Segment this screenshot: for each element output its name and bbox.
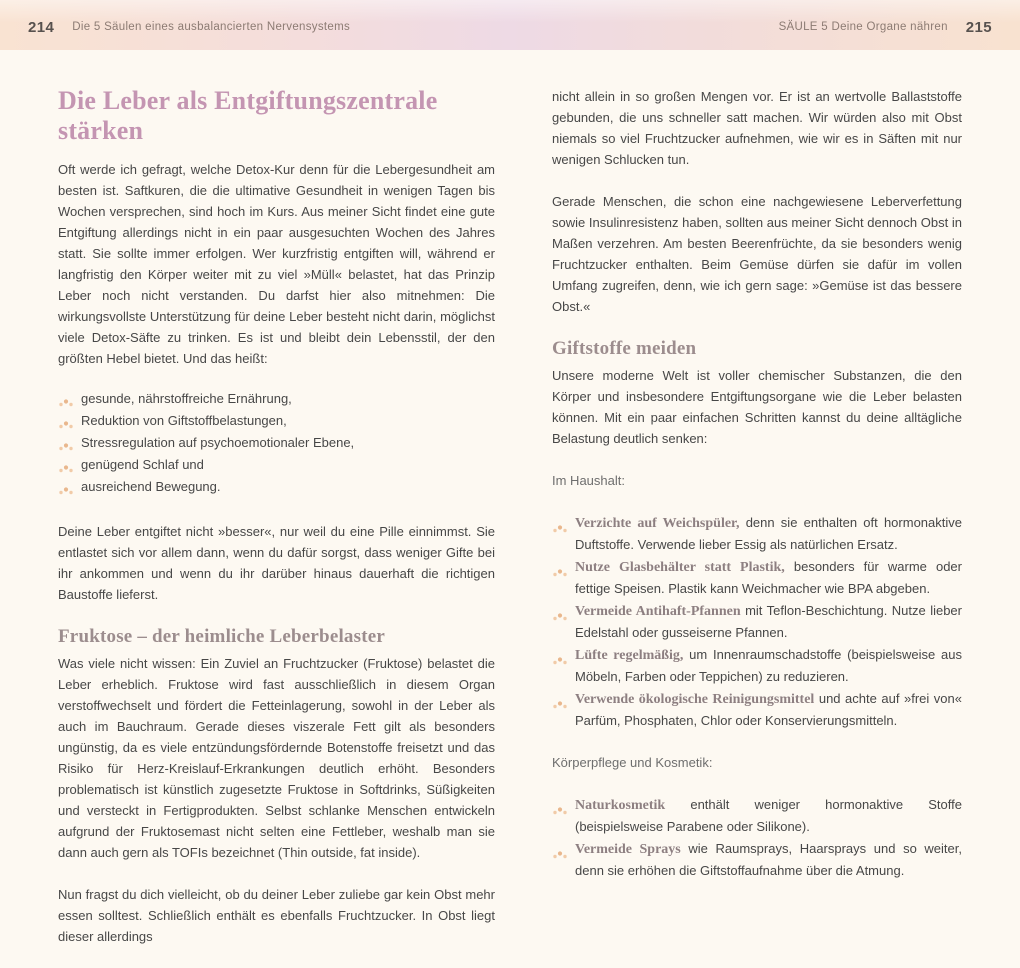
left-last-paragraph: Nun fragst du dich vielleicht, ob du deiner Leber zuliebe gar kein Obst mehr essen solltest. Schließlich enthält es ebenfalls Fruchtzucker. In Obst liegt dieser allerdings bbox=[58, 887, 495, 944]
list-item-text bbox=[575, 512, 962, 555]
tri-dot-bullet-icon bbox=[58, 461, 74, 478]
left-page bbox=[58, 86, 495, 968]
page-spread-body bbox=[0, 50, 1020, 968]
list-item-text bbox=[575, 838, 962, 881]
bullet-body-text: um Innenraumschadstoffe (beispielsweise aus Möbeln, Farben oder Teppichen) zu reduzieren. bbox=[575, 647, 962, 684]
toxins-subheading: Giftstoffe meiden bbox=[552, 338, 697, 359]
list-item bbox=[552, 644, 962, 687]
fruit-advice-paragraph: Gerade Menschen, die schon eine nachgewiesene Leberverfettung sowie Insulinresistenz haben, sollten aus meiner Sicht dennoch Obst in Maßen verzehren. Am besten Beerenfrüchte, da sie besonders wenig Fruchtzucker enthalten. Beim Gemüse dürfen sie dafür im vollen Umfang zugreifen, denn, wie ich gern sage: »Gemüse ist das bessere Obst.« bbox=[552, 194, 962, 314]
bullet-lead-text: Vermeide Sprays bbox=[575, 842, 681, 857]
lifestyle-bullet-list bbox=[58, 390, 495, 500]
right-page-number: 215 bbox=[965, 18, 992, 36]
list-item-text: Stressregulation auf psychoemotionaler Ebene, bbox=[81, 435, 355, 450]
list-item bbox=[58, 434, 495, 456]
list-item bbox=[58, 456, 495, 478]
tri-dot-bullet-icon bbox=[58, 417, 74, 434]
left-running-head-group bbox=[28, 19, 350, 36]
list-item bbox=[58, 390, 495, 412]
list-item bbox=[552, 512, 962, 555]
list-item bbox=[552, 600, 962, 643]
left-running-head: Die 5 Säulen eines ausbalancierten Nervensystems bbox=[72, 21, 350, 33]
list-item-text: ausreichend Bewegung. bbox=[81, 479, 221, 494]
bullet-body-text: denn sie enthalten oft hormonaktive Duftstoffe. Verwende lieber Essig als natürlichen Ersatz. bbox=[575, 515, 962, 552]
tri-dot-bullet-icon bbox=[552, 607, 568, 628]
list-item bbox=[58, 412, 495, 434]
tri-dot-bullet-icon bbox=[552, 651, 568, 672]
running-head-band bbox=[0, 0, 1020, 50]
cosmetics-bullet-list bbox=[552, 794, 962, 881]
tri-dot-bullet-icon bbox=[58, 483, 74, 500]
bullet-lead-text: Lüfte regelmäßig, bbox=[575, 648, 684, 663]
cosmetics-label: Körperpflege und Kosmetik: bbox=[552, 755, 713, 770]
tri-dot-bullet-icon bbox=[58, 395, 74, 412]
bullet-body-text: enthält weniger hormonaktive Stoffe (beispielsweise Parabene oder Silikone). bbox=[575, 797, 962, 834]
continuation-paragraph: nicht allein in so großen Mengen vor. Er ist an wertvolle Ballaststoffe gebunden, die uns schneller satt machen. Wir würden also mit Obst niemals so viel Fruchtzucker aufnehmen, wie wir es in Säften mit nur wenigen Schlucken tun. bbox=[552, 89, 962, 167]
list-item-text: gesunde, nährstoffreiche Ernährung, bbox=[81, 391, 292, 406]
toxins-intro-paragraph: Unsere moderne Welt ist voller chemischer Substanzen, die den Körper und insbesondere Entgiftungsorgane wie die Leber belasten können. Mit ein paar einfachen Schritten kannst du deine alltägliche Belastung deutlich senken: bbox=[552, 368, 962, 446]
list-item-text bbox=[575, 794, 962, 837]
bullet-body-text: und achte auf »frei von« Parfüm, Phosphaten, Chlor oder Konservierungsmitteln. bbox=[575, 691, 962, 728]
bullet-body-text: wie Raumsprays, Haarsprays und so weiter, denn sie erhöhen die Giftstoffaufnahme über die Atmung. bbox=[575, 841, 962, 878]
tri-dot-bullet-icon bbox=[552, 519, 568, 540]
list-item-text bbox=[575, 556, 962, 599]
list-item bbox=[552, 556, 962, 599]
fructose-subheading: Fruktose – der heimliche Leberbelaster bbox=[58, 626, 386, 647]
bullet-body-text: besonders für warme oder fettige Speisen. Plastik kann Weichmacher wie BPA abgeben. bbox=[575, 559, 962, 596]
list-item-text bbox=[575, 644, 962, 687]
bullet-lead-text: Vermeide Antihaft-Pfannen bbox=[575, 604, 741, 619]
right-page bbox=[552, 86, 962, 968]
intro-paragraph: Oft werde ich gefragt, welche Detox-Kur denn für die Lebergesundheit am besten ist. Saftkuren, die die ultimative Gesundheit in wenigen Tagen bis Wochen versprechen, sind hoch im Kurs. Aus meiner Sicht findet eine gute Entgiftung allerdings nicht in ein paar ausgesuchten Wochen des Jahres statt. Sie sollte immer erfolgen. Wer kurzfristig entgiften will, während er langfristig den Körper weiter mit zu viel »Müll« belastet, hat das Prinzip Leber noch nicht verstanden. Du darfst hier also mitnehmen: Die wirkungsvollste Unterstützung für deine Leber besteht nicht darin, möglichst viele Detox-Säfte zu trinken. Es ist und bleibt dein Lebensstil, der den größten Hebel bietet. Und das heißt: bbox=[58, 162, 495, 366]
list-item bbox=[552, 688, 962, 731]
list-item bbox=[58, 478, 495, 500]
tri-dot-bullet-icon bbox=[552, 695, 568, 716]
bullet-lead-text: Naturkosmetik bbox=[575, 798, 666, 813]
left-page-number: 214 bbox=[28, 18, 55, 36]
list-item-text bbox=[575, 600, 962, 643]
after-bullets-paragraph: Deine Leber entgiftet nicht »besser«, nur weil du eine Pille einnimmst. Sie entlastet sich vor allem dann, wenn du dafür sorgst, dass weniger Gifte bei ihr ankommen und wenn du ihr darüber hinaus dauerhaft die richtigen Baustoffe lieferst. bbox=[58, 524, 495, 602]
tri-dot-bullet-icon bbox=[552, 845, 568, 866]
list-item-text: Reduktion von Giftstoffbelastungen, bbox=[81, 413, 287, 428]
tri-dot-bullet-icon bbox=[552, 801, 568, 822]
tri-dot-bullet-icon bbox=[58, 439, 74, 456]
section-title: Die Leber als Entgiftungszentrale stärken bbox=[58, 86, 438, 145]
list-item bbox=[552, 794, 962, 837]
list-item-text bbox=[575, 688, 962, 731]
bullet-lead-text: Nutze Glasbehälter statt Plastik, bbox=[575, 560, 785, 575]
fructose-paragraph: Was viele nicht wissen: Ein Zuviel an Fruchtzucker (Fruktose) belastet die Leber erheblich. Fruktose wird fast ausschließlich in diesem Organ verstoffwechselt und fördert die Fetteinlagerung, sowohl in der Leber als auch im Bauchraum. Gerade dieses viszerale Fett gilt als besonders ungünstig, da es viele entzündungsfördernde Botenstoffe freisetzt und das Risiko für Herz-Kreislauf-Erkrankungen deutlich erhöht. Besonders problematisch ist künstlich zugesetzte Fruktose in Softdrinks, Süßigkeiten und versteckt in Fertigprodukten. Selbst schlanke Menschen entwickeln aufgrund der Fruktosemast nicht selten eine Fettleber, weshalb man sie dann auch gern als TOFIs bezeichnet (Thin outside, fat inside). bbox=[58, 656, 495, 860]
bullet-lead-text: Verzichte auf Weichspüler, bbox=[575, 516, 740, 531]
bullet-lead-text: Verwende ökologische Reinigungsmittel bbox=[575, 692, 815, 707]
household-label: Im Haushalt: bbox=[552, 473, 625, 488]
household-bullet-list bbox=[552, 512, 962, 731]
right-running-head: SÄULE 5 Deine Organe nähren bbox=[778, 21, 948, 33]
tri-dot-bullet-icon bbox=[552, 563, 568, 584]
right-running-head-group bbox=[779, 19, 992, 36]
list-item bbox=[552, 838, 962, 881]
list-item-text: genügend Schlaf und bbox=[81, 457, 204, 472]
bullet-body-text: mit Teflon-Beschichtung. Nutze lieber Edelstahl oder gusseiserne Pfannen. bbox=[575, 603, 962, 640]
